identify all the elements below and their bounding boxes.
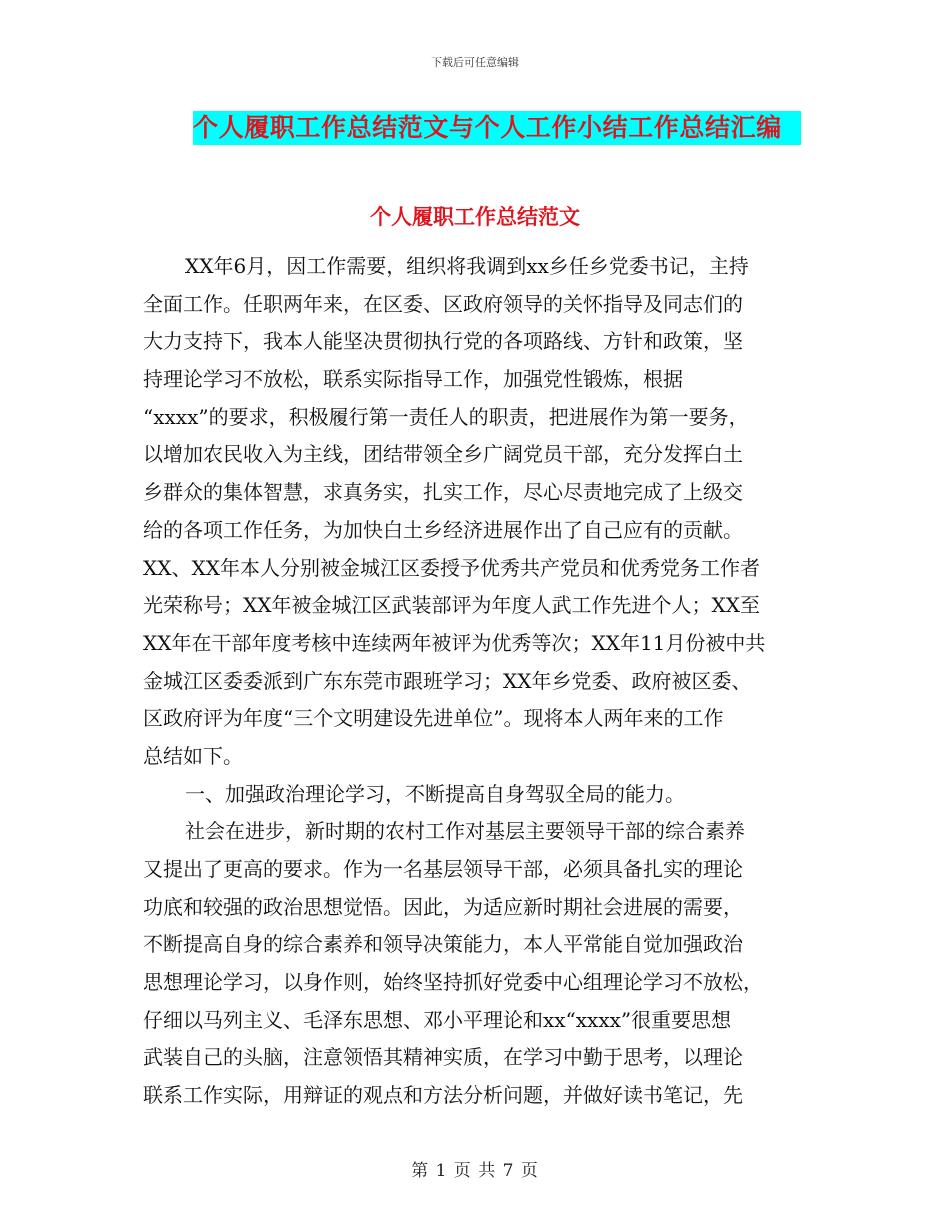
paragraph-line: 光荣称号；XX年被金城江区武装部评为年度人武工作先进个人；XX至 <box>143 593 760 618</box>
paragraph-line: XX年在干部年度考核中连续两年被评为优秀等次；XX年11月份被中共 <box>143 630 766 655</box>
paragraph-line: 总结如下。 <box>143 743 243 768</box>
paragraph-line: 以增加农民收入为主线，团结带领全乡广阔党员干部，充分发挥白土 <box>143 442 743 467</box>
paragraph-line: 仔细以马列主义、毛泽东思想、邓小平理论和xx“xxxx”很重要思想 <box>143 1007 732 1032</box>
paragraph-line: 乡群众的集体智慧，求真务实，扎实工作，尽心尽责地完成了上级交 <box>143 480 743 505</box>
paragraph-line: “xxxx”的要求，积极履行第一责任人的职责，把进展作为第一要务， <box>143 404 749 429</box>
paragraph-line: 区政府评为年度“三个文明建设先进单位”。现将本人两年来的工作 <box>143 706 724 731</box>
paragraph-line: 持理论学习不放松，联系实际指导工作，加强党性锻炼，根据 <box>143 367 683 392</box>
paragraph-line: 思想理论学习，以身作则，始终坚持抓好党委中心组理论学习不放松， <box>143 970 763 995</box>
paragraph-line: 给的各项工作任务，为加快白土乡经济进展作出了自己应有的贡献。 <box>143 517 743 542</box>
document-title: 个人履职工作总结范文与个人工作小结工作总结汇编 <box>193 111 801 145</box>
header-note: 下载后可任意编辑 <box>431 56 519 69</box>
paragraph-line: 功底和较强的政治思想觉悟。因此，为适应新时期社会进展的需要， <box>143 894 743 919</box>
paragraph-line: 社会在进步，新时期的农村工作对基层主要领导干部的综合素养 <box>185 819 745 844</box>
paragraph-line: XX、XX年本人分别被金城江区委授予优秀共产党员和优秀党务工作者 <box>143 555 760 580</box>
paragraph-line: 武装自己的头脑，注意领悟其精神实质，在学习中勤于思考，以理论 <box>143 1045 743 1070</box>
paragraph-line: 大力支持下，我本人能坚决贯彻执行党的各项路线、方针和政策，坚 <box>143 329 743 354</box>
section-heading-line: 一、加强政治理论学习，不断提高自身驾驭全局的能力。 <box>185 781 685 806</box>
paragraph-line: 联系工作实际，用辩证的观点和方法分析问题，并做好读书笔记，先 <box>143 1083 743 1108</box>
section-title: 个人履职工作总结范文 <box>370 204 580 229</box>
paragraph-line: 全面工作。任职两年来，在区委、区政府领导的关怀指导及同志们的 <box>143 291 743 316</box>
page-number-footer: 第 1 页 共 7 页 <box>411 1161 539 1181</box>
paragraph-line: 金城江区委委派到广东东莞市跟班学习；XX年乡党委、政府被区委、 <box>143 668 752 693</box>
paragraph-line: 不断提高自身的综合素养和领导决策能力，本人平常能自觉加强政治 <box>143 932 743 957</box>
paragraph-line: 又提出了更高的要求。作为一名基层领导干部，必须具备扎实的理论 <box>143 857 743 881</box>
body-text <box>143 248 843 1115</box>
paragraph-line: XX年6月，因工作需要，组织将我调到xx乡任乡党委书记，主持 <box>185 254 749 278</box>
